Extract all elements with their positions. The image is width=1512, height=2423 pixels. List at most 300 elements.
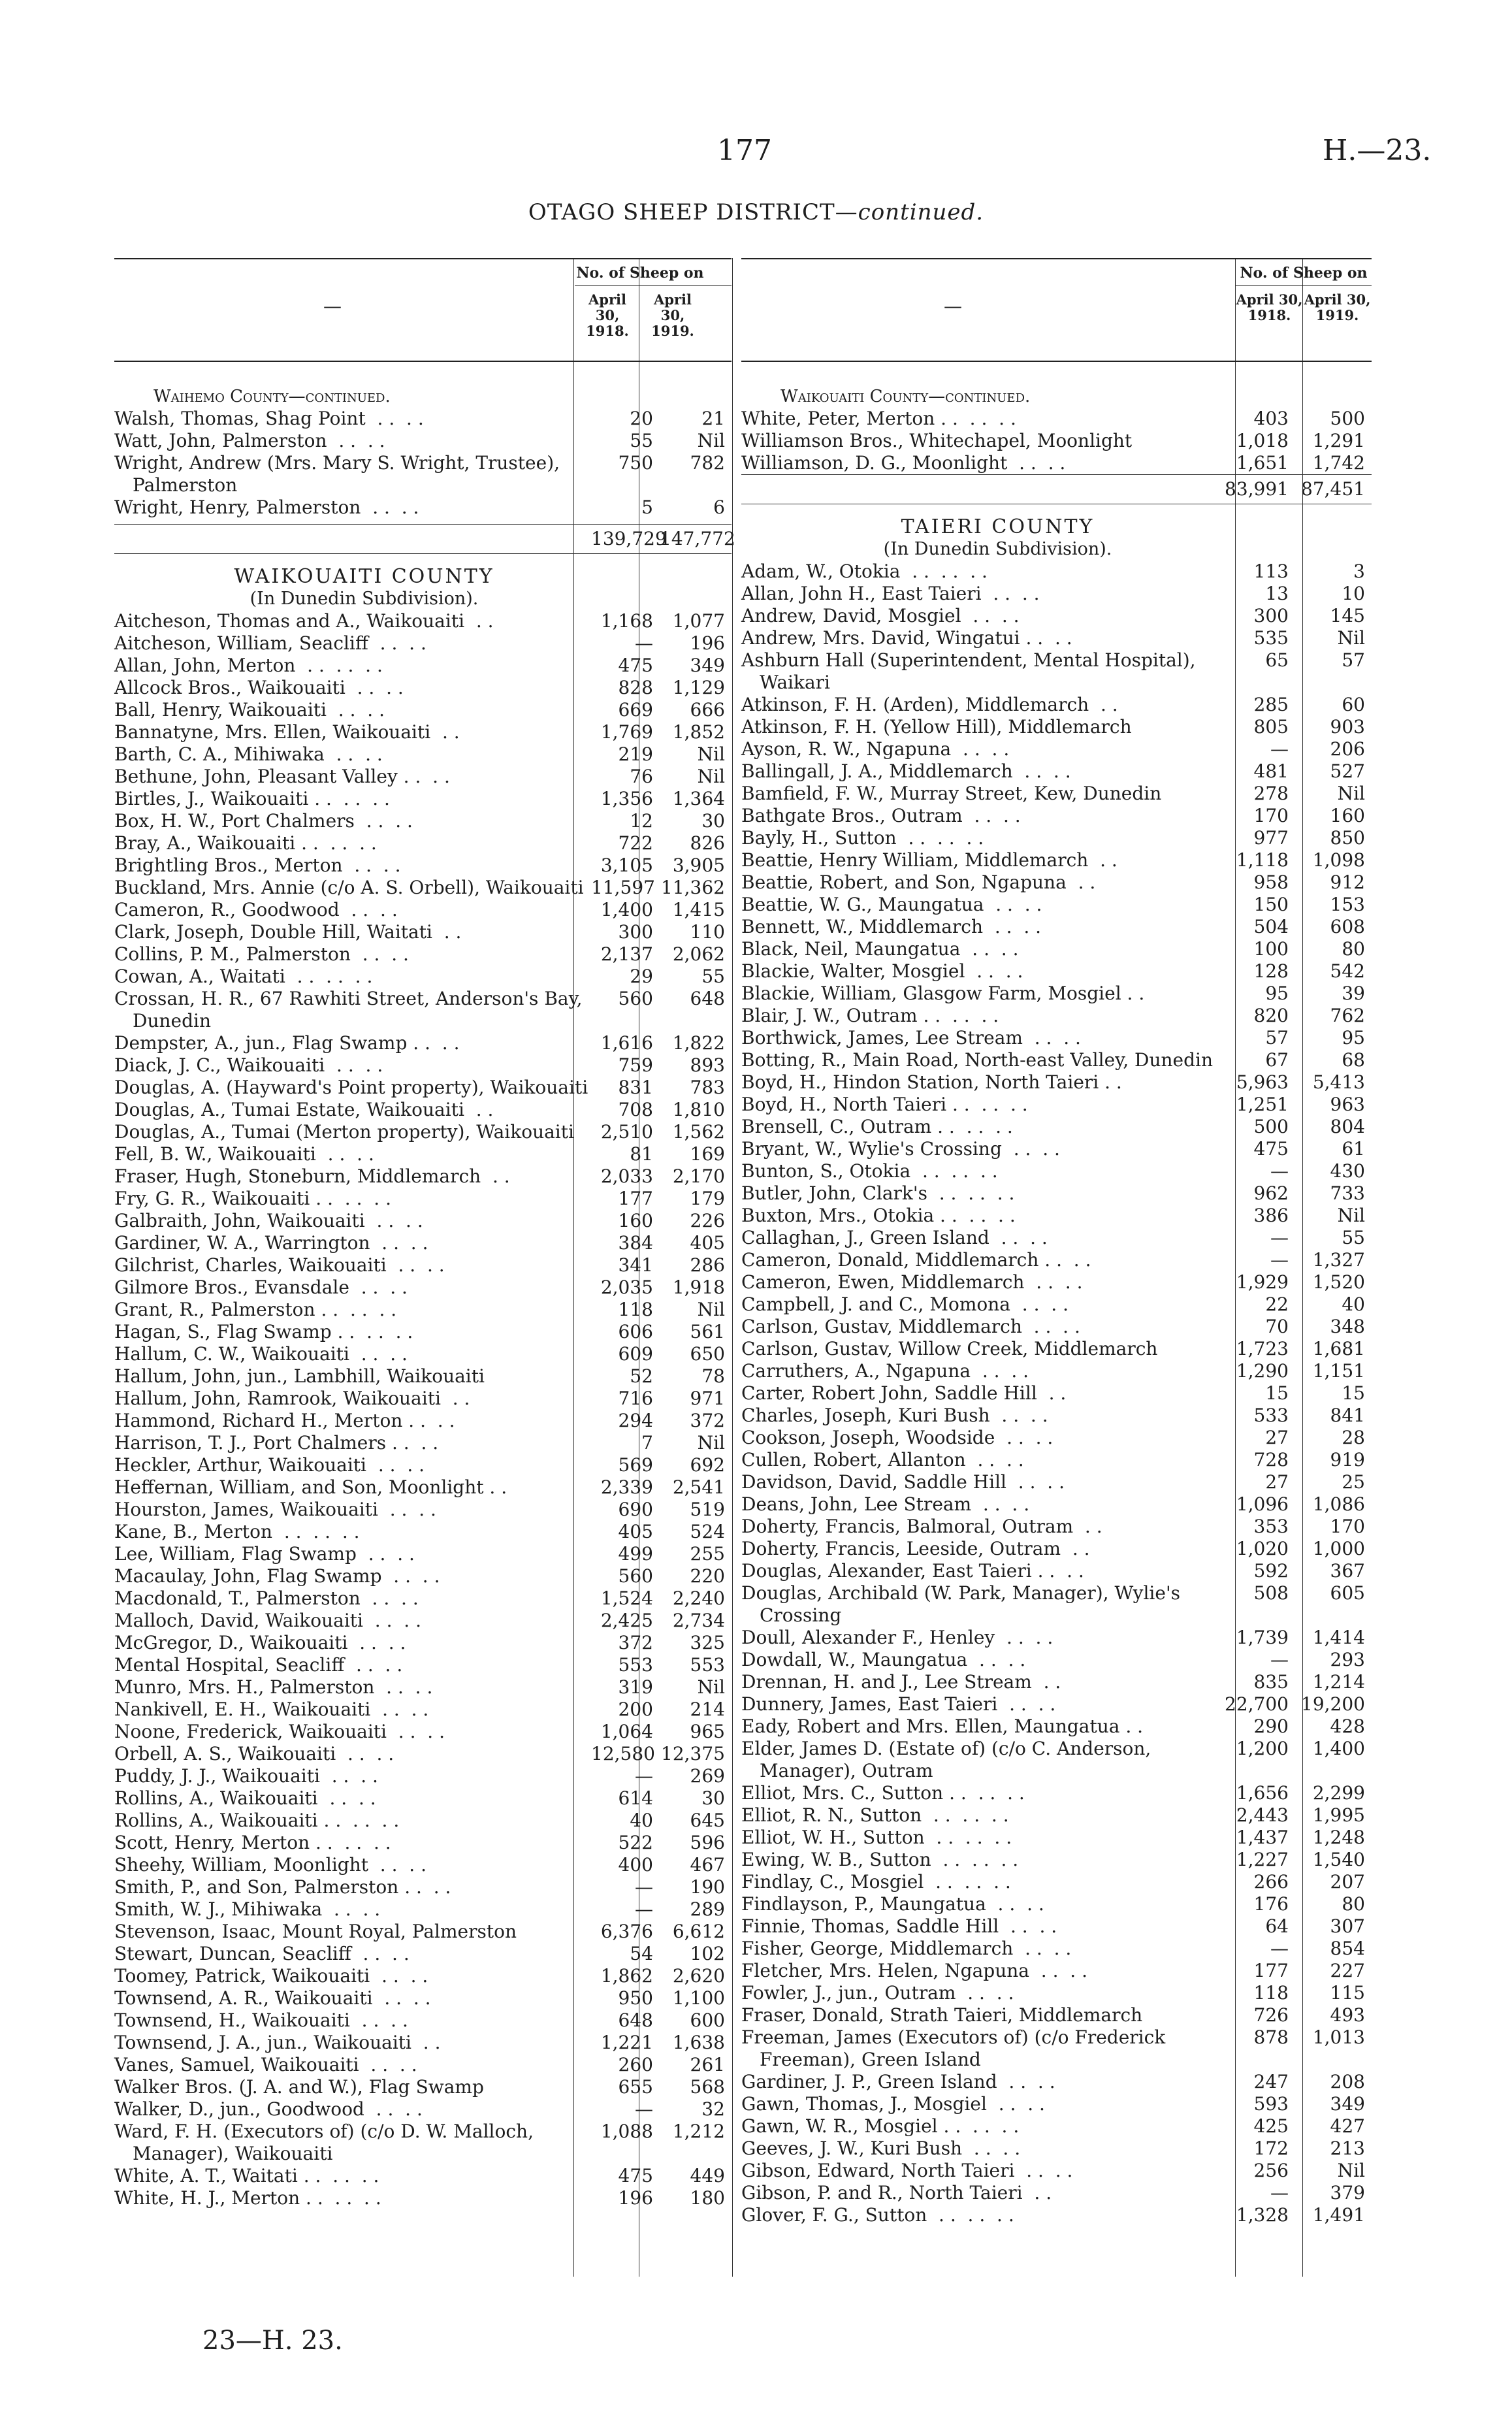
sheep-1919: 519: [690, 1499, 725, 1520]
holder-name: Gawn, W. R., Mosgiel . . . . . .: [741, 2115, 1020, 2137]
sheep-1918: 27: [1265, 1471, 1289, 1493]
table-row: [741, 2138, 1372, 2160]
sheep-1918: 878: [1253, 2026, 1289, 2048]
sheep-1918: 300: [1253, 605, 1289, 626]
sheep-1918: 3,105: [600, 854, 653, 876]
right-table-header: [741, 258, 1372, 362]
table-row: [741, 1005, 1372, 1027]
sheep-1919: 286: [690, 1254, 725, 1276]
table-row: [114, 1277, 732, 1299]
holder-name: Blackie, Walter, Mosgiel . . . .: [741, 960, 1023, 982]
sheep-1919: 648: [690, 988, 725, 1009]
page-number: 177: [717, 134, 772, 167]
holder-name: Gawn, Thomas, J., Mosgiel . . . .: [741, 2093, 1045, 2115]
sheep-1919: 1,077: [672, 610, 725, 632]
sheep-1919: 226: [690, 1210, 725, 1231]
sheep-1919: 919: [1330, 1449, 1365, 1471]
sheep-1918: 690: [618, 1499, 653, 1520]
waihemo-rows: [114, 408, 732, 519]
table-row: [114, 2121, 732, 2165]
sheep-1919: 893: [690, 1054, 725, 1076]
sheep-1918: 750: [618, 452, 653, 474]
sheep-1919: Nil: [1337, 2160, 1365, 2181]
table-row: [114, 1188, 732, 1210]
sheep-1919: 348: [1330, 1316, 1365, 1337]
sheep-1918: 1,723: [1236, 1338, 1289, 1359]
page-footer: 23—H. 23.: [202, 2326, 343, 2356]
spacer: [741, 362, 1372, 385]
sheep-1919: 21: [701, 408, 725, 429]
holder-name: Bethune, John, Pleasant Valley . . . .: [114, 766, 450, 787]
holder-name: Cowan, A., Waitati . . . . . .: [114, 966, 373, 987]
sheep-1919: 207: [1330, 1871, 1365, 1893]
table-row: [741, 1738, 1372, 1782]
table-row: [741, 2182, 1372, 2204]
table-row: [114, 1054, 732, 1077]
holder-name: Fraser, Hugh, Stoneburn, Middlemarch . .: [114, 1165, 510, 1187]
holder-name: Elliot, Mrs. C., Sutton . . . . . .: [741, 1782, 1025, 1804]
holder-name: Campbell, J. and C., Momona . . . .: [741, 1293, 1069, 1315]
table-row: [741, 738, 1372, 760]
sheep-1919: Nil: [697, 1299, 725, 1320]
holder-name: Elliot, R. N., Sutton . . . . . .: [741, 1804, 1009, 1826]
table-row: [114, 2187, 732, 2209]
table-row: [114, 1121, 732, 1143]
sheep-1919: 1,098: [1312, 849, 1365, 871]
table-row: [114, 1943, 732, 1965]
sheep-1918: 1,096: [1236, 1493, 1289, 1515]
holder-name: Bryant, W., Wylie's Crossing . . . .: [741, 1138, 1060, 1160]
table-row: [741, 760, 1372, 783]
table-row: [741, 694, 1372, 716]
table-row: [741, 561, 1372, 583]
holder-name: White, H. J., Merton . . . . . .: [114, 2187, 381, 2209]
sheep-1918: 1,651: [1236, 452, 1289, 474]
sheep-1918: 950: [618, 1987, 653, 2009]
sheep-1918: 475: [1253, 1138, 1289, 1160]
table-row: [741, 1538, 1372, 1560]
holder-name: Allan, John, Merton . . . . . .: [114, 655, 383, 676]
holder-name: Ayson, R. W., Ngapuna . . . .: [741, 738, 1010, 760]
holder-name: Atkinson, F. H. (Arden), Middlemarch . .: [741, 694, 1118, 715]
holder-name: Ewing, W. B., Sutton . . . . . .: [741, 1849, 1019, 1870]
holder-name: Buxton, Mrs., Otokia . . . . . .: [741, 1205, 1016, 1226]
table-row: [114, 1765, 732, 1787]
sheep-1918: 13: [1265, 583, 1289, 604]
sheep-1919: 39: [1342, 983, 1365, 1004]
sheep-1919: 1,540: [1312, 1849, 1365, 1870]
left-table-body: [114, 362, 735, 2209]
holder-name: Smith, W. J., Mihiwaka . . . .: [114, 1898, 381, 1920]
table-row: [741, 1049, 1372, 1071]
sheep-1919: 1,364: [672, 788, 725, 809]
sheep-1918: 1,356: [600, 788, 653, 809]
sheep-1918: 533: [1253, 1405, 1289, 1426]
holder-name: Townsend, A. R., Waikouaiti . . . .: [114, 1987, 431, 2009]
sheep-1918: 22: [1265, 1293, 1289, 1315]
table-row: [114, 1898, 732, 1921]
sheep-1918: 172: [1253, 2138, 1289, 2159]
holder-name: Douglas, A., Tumai Estate, Waikouaiti . .: [114, 1099, 494, 1120]
sheep-1919: 214: [690, 1699, 725, 1720]
holder-name: Cameron, R., Goodwood . . . .: [114, 899, 398, 920]
sheep-1919: Nil: [1337, 783, 1365, 804]
table-row: [114, 1610, 732, 1632]
sheep-1919: 430: [1330, 1160, 1365, 1182]
table-row: [741, 1471, 1372, 1493]
sheep-1918: —: [1270, 1938, 1289, 1959]
table-row: [114, 2054, 732, 2076]
holder-name: Carlson, Gustav, Willow Creek, Middlemarch: [741, 1338, 1158, 1359]
holder-name: Hallum, John, jun., Lambhill, Waikouaiti: [114, 1365, 485, 1387]
sheep-1918: 805: [1253, 716, 1289, 738]
sheep-1919: 850: [1330, 827, 1365, 849]
holder-name: Hammond, Richard H., Merton . . . .: [114, 1410, 455, 1431]
sheep-1918: —: [1270, 1649, 1289, 1670]
holder-name: Heckler, Arthur, Waikouaiti . . . .: [114, 1454, 425, 1476]
table-row: [114, 1854, 732, 1876]
sheep-1918: 504: [1253, 916, 1289, 937]
sheep-1918: 294: [618, 1410, 653, 1431]
sheep-1919: 227: [1330, 1960, 1365, 1981]
holder-name: Munro, Mrs. H., Palmerston . . . .: [114, 1676, 433, 1698]
table-row: [741, 1716, 1372, 1738]
waikouaiti-rows: [741, 408, 1372, 474]
table-row: [114, 1921, 732, 1943]
holder-name: Beattie, W. G., Maungatua . . . .: [741, 894, 1042, 915]
sheep-1918: 160: [618, 1210, 653, 1231]
sheep-1918: 300: [618, 921, 653, 943]
sheep-1919: 692: [690, 1454, 725, 1476]
sheep-1919: 372: [690, 1410, 725, 1431]
sheep-1919: 61: [1342, 1138, 1365, 1160]
sheep-1918: 569: [618, 1454, 653, 1476]
sheep-1919: 12,375: [661, 1743, 725, 1764]
holder-name: Beattie, Robert, and Son, Ngapuna . .: [741, 871, 1096, 893]
holder-name: Bannatyne, Mrs. Ellen, Waikouaiti . .: [114, 721, 460, 743]
table-row: [741, 430, 1372, 452]
table-row: [114, 1099, 732, 1121]
holder-name: Puddy, J. J., Waikouaiti . . . .: [114, 1765, 378, 1787]
holder-name: Macdonald, T., Palmerston . . . .: [114, 1587, 419, 1609]
holder-name: Aitcheson, William, Seacliff . . . .: [114, 632, 426, 654]
sheep-1919: 1,212: [672, 2121, 725, 2142]
sheep-1919: 912: [1330, 871, 1365, 893]
sheep-1918: 609: [618, 1343, 653, 1365]
sheep-1919: 608: [1330, 916, 1365, 937]
sheep-1919: 190: [690, 1876, 725, 1898]
sheep-1919: 153: [1330, 894, 1365, 915]
holder-name: Cullen, Robert, Allanton . . . .: [741, 1449, 1024, 1471]
holder-name: Geeves, J. W., Kuri Bush . . . .: [741, 2138, 1021, 2159]
table-row: [114, 1343, 732, 1365]
sheep-1918: 403: [1253, 408, 1289, 429]
holder-name: Carter, Robert John, Saddle Hill . .: [741, 1382, 1067, 1404]
table-row: [741, 2160, 1372, 2182]
table-row: [114, 1077, 732, 1099]
waikouaiti-total-row: [741, 474, 1372, 504]
holder-name: Andrew, David, Mosgiel . . . .: [741, 605, 1020, 626]
holder-name: Allcock Bros., Waikouaiti . . . .: [114, 677, 404, 698]
sheep-1919: 78: [701, 1365, 725, 1387]
table-row: [741, 1782, 1372, 1804]
sheep-1918: 1,064: [600, 1721, 653, 1742]
sheep-1918: 1,328: [1236, 2204, 1289, 2226]
sheep-1918: 12: [630, 810, 653, 832]
header-group-label: No. of Sheep on: [1240, 265, 1368, 282]
sheep-1918: 977: [1253, 827, 1289, 849]
sheep-1919: 2,240: [672, 1587, 725, 1609]
sheep-1918: 118: [618, 1299, 653, 1320]
holder-name: Adam, W., Otokia . . . . . .: [741, 561, 988, 582]
sheep-1918: 759: [618, 1054, 653, 1076]
sheep-1919: 841: [1330, 1405, 1365, 1426]
sheep-1919: 804: [1330, 1116, 1365, 1137]
sheep-1918: 27: [1265, 1427, 1289, 1448]
sheep-1918: 95: [1265, 983, 1289, 1004]
sheep-1919: 650: [690, 1343, 725, 1365]
sheep-1918: 1,168: [600, 610, 653, 632]
table-row: [741, 1338, 1372, 1360]
sheep-1919: 553: [690, 1654, 725, 1676]
holder-name: Rollins, A., Waikouaiti . . . . . .: [114, 1810, 400, 1831]
sheep-1919: 1,415: [672, 899, 725, 920]
sheep-1918: 962: [1253, 1182, 1289, 1204]
sheep-1919: 1,414: [1312, 1627, 1365, 1648]
sheep-1919: 206: [1330, 738, 1365, 760]
left-column: [114, 258, 735, 2209]
holder-name: Box, H. W., Port Chalmers . . . .: [114, 810, 413, 832]
table-row: [114, 1365, 732, 1388]
sheep-1919: 325: [690, 1632, 725, 1653]
sheep-1918: 535: [1253, 627, 1289, 649]
sheep-1919: 666: [690, 699, 725, 721]
holder-name: Finnie, Thomas, Saddle Hill . . . .: [741, 1915, 1057, 1937]
sheep-1919: 1,214: [1312, 1671, 1365, 1693]
holder-name: Rollins, A., Waikouaiti . . . .: [114, 1787, 376, 1809]
sheep-1918: 12,580: [591, 1743, 655, 1764]
holder-name: Grant, R., Palmerston . . . . . .: [114, 1299, 397, 1320]
sheep-1919: 32: [701, 2098, 725, 2120]
holder-name: Fry, G. R., Waikouaiti . . . . . .: [114, 1188, 391, 1209]
sheep-1918: 592: [1253, 1560, 1289, 1582]
sheep-1919: 762: [1330, 1005, 1365, 1026]
sheep-1918: 2,033: [600, 1165, 653, 1187]
sheep-1919: 826: [690, 832, 725, 854]
page-title: [0, 199, 1512, 225]
total-1919: 147,772: [660, 528, 735, 549]
sheep-1919: 1,248: [1312, 1827, 1365, 1848]
sheep-1919: 1,000: [1312, 1538, 1365, 1559]
sheep-1918: 1,616: [600, 1032, 653, 1054]
holder-name: McGregor, D., Waikouaiti . . . .: [114, 1632, 406, 1653]
sheep-1919: 500: [1330, 408, 1365, 429]
table-row: [741, 1271, 1372, 1293]
holder-name: Doherty, Francis, Leeside, Outram . .: [741, 1538, 1090, 1559]
table-row: [741, 1627, 1372, 1649]
holder-name: White, Peter, Merton . . . . . .: [741, 408, 1016, 429]
sheep-1918: 81: [630, 1143, 653, 1165]
holder-name: Fisher, George, Middlemarch . . . .: [741, 1938, 1072, 1959]
table-row: [741, 2071, 1372, 2093]
table-row: [741, 1227, 1372, 1249]
holder-name: Heffernan, William, and Son, Moonlight . .: [114, 1476, 507, 1498]
table-row: [114, 1321, 732, 1343]
holder-name: Hallum, John, Ramrook, Waikouaiti . .: [114, 1388, 470, 1409]
table-row: [741, 1160, 1372, 1182]
holder-name: Sheehy, William, Moonlight . . . .: [114, 1854, 426, 1876]
holder-name: Orbell, A. S., Waikouaiti . . . .: [114, 1743, 394, 1764]
sheep-1918: 256: [1253, 2160, 1289, 2181]
table-row: [114, 1743, 732, 1765]
sheep-1919: 493: [1330, 2004, 1365, 2026]
holder-name: Callaghan, J., Green Island . . . .: [741, 1227, 1048, 1248]
sheep-1919: 367: [1330, 1560, 1365, 1582]
holder-name: Glover, F. G., Sutton . . . . . .: [741, 2204, 1014, 2226]
spacer: [741, 504, 1372, 513]
sheep-1918: 1,290: [1236, 1360, 1289, 1382]
table-row: [114, 610, 732, 632]
sheep-1919: 307: [1330, 1915, 1365, 1937]
table-row: [741, 1027, 1372, 1049]
sheep-1918: 20: [630, 408, 653, 429]
holder-name: Buckland, Mrs. Annie (c/o A. S. Orbell), Waikouaiti: [114, 877, 584, 898]
sheep-1919: 160: [1330, 805, 1365, 826]
table-row: [741, 1982, 1372, 2004]
holder-name: Walsh, Thomas, Shag Point . . . .: [114, 408, 424, 429]
sheep-1919: 180: [690, 2187, 725, 2209]
sheep-1918: 499: [618, 1543, 653, 1565]
holder-name: Allan, John H., East Taieri . . . .: [741, 583, 1040, 604]
sheep-1918: 669: [618, 699, 653, 721]
sheep-1918: 1,437: [1236, 1827, 1289, 1848]
sheep-1918: 219: [618, 743, 653, 765]
table-row: [114, 1299, 732, 1321]
sheep-1919: 220: [690, 1565, 725, 1587]
holder-name: Gilmore Bros., Evansdale . . . .: [114, 1277, 408, 1298]
table-row: [741, 783, 1372, 805]
holder-name: Mental Hospital, Seacliff . . . .: [114, 1654, 403, 1676]
holder-name: Dunnery, James, East Taieri . . . .: [741, 1693, 1056, 1715]
table-row: [741, 1693, 1372, 1716]
sheep-1919: 261: [690, 2054, 725, 2075]
sheep-1918: 1,400: [600, 899, 653, 920]
sheep-1918: 508: [1253, 1582, 1289, 1604]
total-1919: 87,451: [1301, 478, 1365, 500]
sheep-1918: 475: [618, 655, 653, 676]
holder-name: Drennan, H. and J., Lee Stream . .: [741, 1671, 1061, 1693]
sheep-1918: 648: [618, 2009, 653, 2031]
sheep-1919: 95: [1342, 1027, 1365, 1049]
sheep-1919: 2,734: [672, 1610, 725, 1631]
sheep-1918: 1,251: [1236, 1094, 1289, 1115]
header-group-label: No. of Sheep on: [576, 265, 704, 282]
sheep-1918: 266: [1253, 1871, 1289, 1893]
county-heading: Waikouaiti County—continued.: [780, 387, 1031, 406]
table-row: [114, 1143, 732, 1165]
holder-name: Bennett, W., Middlemarch . . . .: [741, 916, 1042, 937]
holder-name: Williamson Bros., Whitechapel, Moonlight: [741, 430, 1133, 451]
holder-name: Borthwick, James, Lee Stream . . . .: [741, 1027, 1081, 1049]
sheep-1918: 200: [618, 1699, 653, 1720]
sheep-1918: 29: [630, 966, 653, 987]
sheep-1919: 25: [1342, 1471, 1365, 1493]
sheep-1918: 655: [618, 2076, 653, 2098]
spacer: [114, 362, 732, 385]
sheep-1919: 782: [690, 452, 725, 474]
holder-name: Freeman, James (Executors of) (c/o Frederick Freeman), Green Island: [741, 2026, 1172, 2070]
holder-name: Toomey, Patrick, Waikouaiti . . . .: [114, 1965, 428, 1987]
sheep-1918: 113: [1253, 561, 1289, 582]
holder-name: Findlayson, P., Maungatua . . . .: [741, 1893, 1044, 1915]
holder-name: Ashburn Hall (Superintendent, Mental Hospital), Waikari: [741, 649, 1202, 693]
total-1918: 139,729: [591, 528, 667, 549]
table-row: [741, 2004, 1372, 2026]
header-dash: —: [323, 295, 342, 317]
county-heading: TAIERI COUNTY: [901, 515, 1095, 538]
table-row: [741, 1938, 1372, 1960]
holder-name: Doherty, Francis, Balmoral, Outram . .: [741, 1516, 1102, 1537]
holder-name: Cameron, Ewen, Middlemarch . . . .: [741, 1271, 1083, 1293]
table-row: [741, 1249, 1372, 1271]
sheep-1919: 1,742: [1312, 452, 1365, 474]
holder-name: Ballingall, J. A., Middlemarch . . . .: [741, 760, 1071, 782]
sheep-1918: 40: [630, 1810, 653, 1831]
sheep-1918: 1,524: [600, 1587, 653, 1609]
table-row: [741, 827, 1372, 849]
table-row: [114, 496, 732, 519]
table-row: [741, 1827, 1372, 1849]
holder-name: Noone, Frederick, Waikouaiti . . . .: [114, 1721, 445, 1742]
table-row: [741, 1516, 1372, 1538]
sheep-1918: 560: [618, 988, 653, 1009]
table-row: [741, 2204, 1372, 2226]
holder-name: Charles, Joseph, Kuri Bush . . . .: [741, 1405, 1048, 1426]
sheep-1918: —: [635, 2098, 653, 2120]
holder-name: Douglas, A. (Hayward's Point property), Waikouaiti: [114, 1077, 588, 1098]
sheep-1919: 1,562: [672, 1121, 725, 1143]
sheep-1919: 854: [1330, 1938, 1365, 1959]
holder-name: Cameron, Donald, Middlemarch . . . .: [741, 1249, 1091, 1271]
table-row: [741, 1293, 1372, 1316]
sheep-1919: 293: [1330, 1649, 1365, 1670]
sheep-1918: 2,339: [600, 1476, 653, 1498]
holder-name: Hourston, James, Waikouaiti . . . .: [114, 1499, 436, 1520]
table-row: [741, 716, 1372, 738]
sheep-1919: 1,327: [1312, 1249, 1365, 1271]
table-row: [114, 966, 732, 988]
table-row: [741, 1360, 1372, 1382]
table-row: [741, 2026, 1372, 2071]
holder-name: Walker Bros. (J. A. and W.), Flag Swamp: [114, 2076, 484, 2098]
table-row: [114, 943, 732, 966]
sheep-1919: 1,918: [672, 1277, 725, 1298]
holder-name: Lee, William, Flag Swamp . . . .: [114, 1543, 415, 1565]
sheep-1918: 1,020: [1236, 1538, 1289, 1559]
sheep-1919: 30: [701, 810, 725, 832]
table-row: [741, 871, 1372, 894]
table-row: [741, 1849, 1372, 1871]
sheep-1918: 384: [618, 1232, 653, 1254]
table-row: [741, 1560, 1372, 1582]
table-row: [114, 1654, 732, 1676]
sheep-1919: 428: [1330, 1716, 1365, 1737]
table-row: [114, 2165, 732, 2187]
sheep-1918: 1,018: [1236, 430, 1289, 451]
table-row: [741, 916, 1372, 938]
table-row: [114, 1432, 732, 1454]
sheep-1919: 28: [1342, 1427, 1365, 1448]
